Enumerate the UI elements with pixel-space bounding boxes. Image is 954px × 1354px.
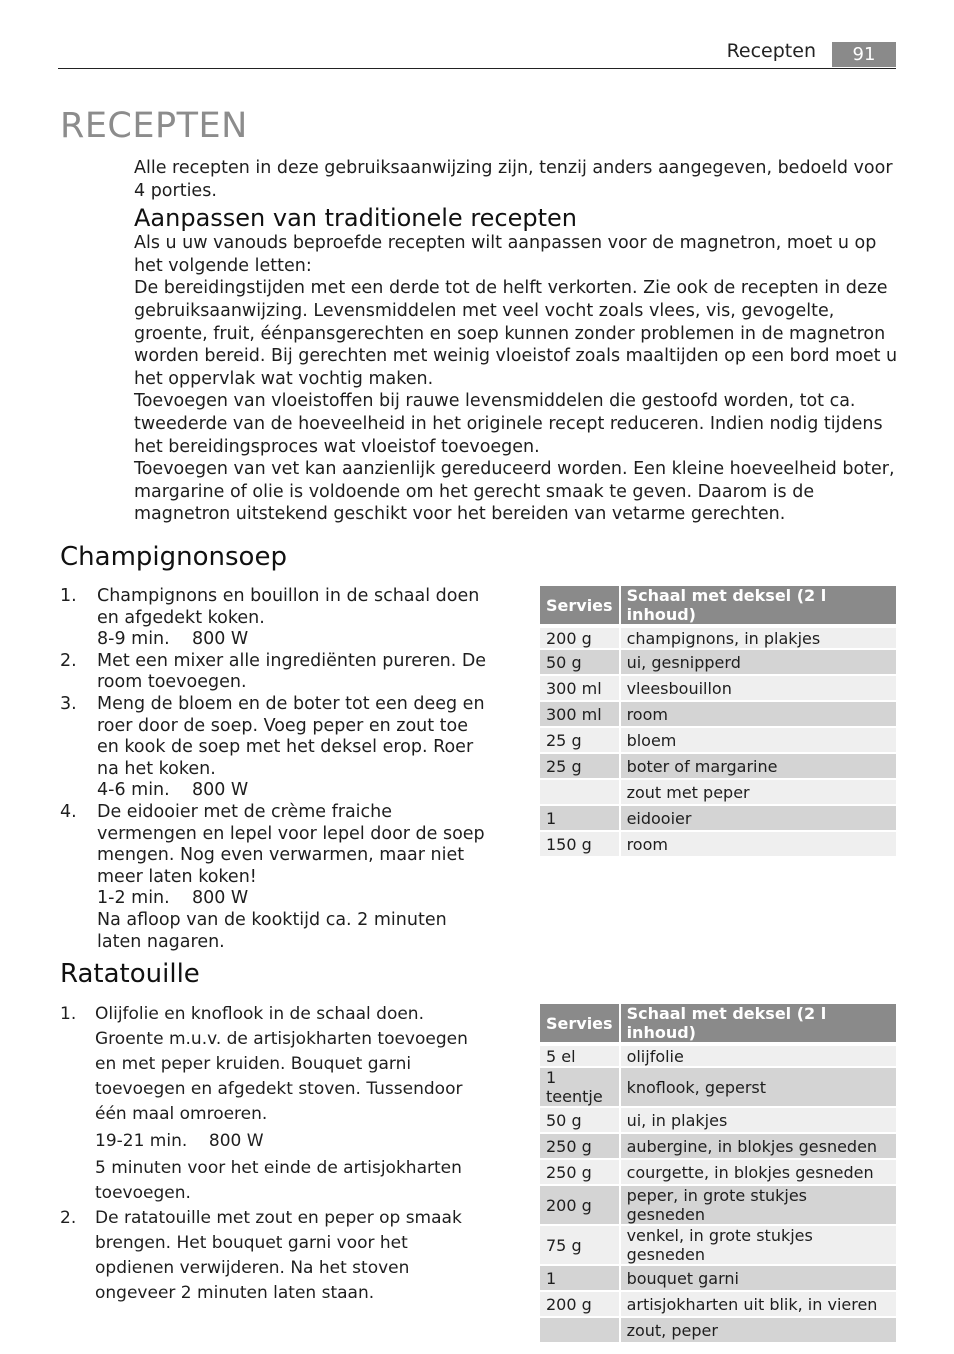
step-note: 1-2 min. 800 W: [97, 888, 249, 909]
page-number: 91: [832, 42, 896, 67]
table-row: [540, 702, 896, 728]
table-row: [540, 1108, 896, 1134]
table-cell-quantity: 5 el: [540, 1042, 621, 1068]
table-row: [540, 1068, 896, 1108]
header-rule: [58, 68, 896, 69]
table-cell-quantity: 50 g: [540, 1108, 621, 1134]
table-header-cell: Schaal met deksel (2 l inhoud): [621, 1004, 896, 1042]
step-note: 4-6 min. 800 W: [97, 780, 249, 801]
table-cell-ingredient: zout met peper: [621, 780, 896, 806]
step-text: Meng de bloem en de boter tot een deeg en roer door de soep. Voeg peper en zout toe en kook de soep met het deksel erop. Roer na het koken.: [97, 693, 485, 779]
intro-block: [134, 157, 904, 526]
table-row: [540, 780, 896, 806]
table-row: [540, 806, 896, 832]
intro-paragraph: De bereidingstijden met een derde tot de helft verkorten. Zie ook de recepten in deze gebruiksaanwijzing. Levensmiddelen met veel vocht zoals vlees, vis, gevogelte, groente, fruit, éénpansgerechten en soep kunnen zonder problemen in de magnetron worden bereid. Bij gerechten met weinig vloeistof zoals maaltijden op een bord moet u het oppervlak wat vochtig maken.: [134, 278, 898, 389]
table-row: [540, 728, 896, 754]
table-cell-quantity: 200 g: [540, 1292, 621, 1318]
table-cell-ingredient: eidooier: [621, 806, 896, 832]
table-row: [540, 1226, 896, 1266]
step-number: 4.: [60, 801, 77, 822]
table-row: [540, 832, 896, 858]
table-cell-ingredient: aubergine, in blokjes gesneden: [621, 1134, 896, 1160]
table-cell-ingredient: champignons, in plakjes: [621, 624, 896, 650]
step-note: Na afloop van de kooktijd ca. 2 minuten laten nagaren.: [97, 909, 447, 952]
table-cell-quantity: [540, 780, 621, 806]
table-cell-quantity: 75 g: [540, 1226, 621, 1266]
step-note: 5 minuten voor het einde de artisjokharten toevoegen.: [95, 1158, 462, 1203]
table-cell-ingredient: zout, peper: [621, 1318, 896, 1344]
step-text: De eidooier met de crème fraiche vermengen en lepel voor lepel door de soep mengen. Nog even verwarmen, maar niet meer laten koken!: [97, 801, 485, 887]
table-header-cell: Schaal met deksel (2 l inhoud): [621, 586, 896, 624]
table-header-row: [540, 1004, 896, 1042]
table-cell-ingredient: vleesbouillon: [621, 676, 896, 702]
table-cell-quantity: 250 g: [540, 1160, 621, 1186]
ratatouille-ingredients-table: [540, 1004, 896, 1344]
table-cell-ingredient: olijfolie: [621, 1042, 896, 1068]
table-cell-quantity: 25 g: [540, 728, 621, 754]
table-cell-quantity: 25 g: [540, 754, 621, 780]
step-text: Olijfolie en knoflook in de schaal doen. Groente m.u.v. de artisjokharten toevoegen en met peper kruiden. Bouquet garni toevoegen en afgedekt stoven. Tussendoor één maal omroeren.: [95, 1004, 468, 1124]
table-cell-quantity: 200 g: [540, 624, 621, 650]
section-title-ratatouille: Ratatouille: [60, 959, 200, 989]
step-item: [60, 1002, 480, 1206]
table-cell-ingredient: venkel, in grote stukjes gesneden: [621, 1226, 896, 1266]
table-cell-ingredient: knoflook, geperst: [621, 1068, 896, 1108]
table-cell-ingredient: ui, gesnipperd: [621, 650, 896, 676]
step-text: Champignons en bouillon in de schaal doen en afgedekt koken.: [97, 586, 480, 628]
step-note: 8-9 min. 800 W: [97, 629, 249, 650]
table-cell-ingredient: artisjokharten uit blik, in vieren: [621, 1292, 896, 1318]
table-cell-quantity: 1: [540, 1266, 621, 1292]
table-row: [540, 754, 896, 780]
table-cell-quantity: 300 ml: [540, 676, 621, 702]
intro-text: Alle recepten in deze gebruiksaanwijzing zijn, tenzij anders aangegeven, bedoeld voor 4 porties.: [134, 158, 893, 201]
intro-paragraph: Toevoegen van vet kan aanzienlijk gereduceerd worden. Een kleine hoeveelheid boter, margarine of olie is voldoende om het gerecht smaak te geven. Daarom is de magnetron uitstekend geschikt voor het bereiden van vetarme gerechten.: [134, 459, 895, 525]
step-number: 2.: [60, 1208, 77, 1228]
step-number: 1.: [60, 1004, 77, 1024]
table-row: [540, 1318, 896, 1344]
table-cell-ingredient: bouquet garni: [621, 1266, 896, 1292]
table-row: [540, 650, 896, 676]
table-row: [540, 676, 896, 702]
section-title-champignonsoep: Champignonsoep: [60, 542, 287, 572]
table-cell-quantity: 150 g: [540, 832, 621, 858]
table-cell-ingredient: ui, in plakjes: [621, 1108, 896, 1134]
table-cell-quantity: 50 g: [540, 650, 621, 676]
step-note: 19-21 min. 800 W: [95, 1131, 264, 1151]
step-text: De ratatouille met zout en peper op smaak brengen. Het bouquet garni voor het opdienen verwijderen. Na het stoven ongeveer 2 minuten laten staan.: [95, 1208, 462, 1303]
step-item: [60, 651, 490, 694]
table-cell-ingredient: boter of margarine: [621, 754, 896, 780]
table-cell-quantity: 200 g: [540, 1186, 621, 1226]
table-row: [540, 1186, 896, 1226]
header-section-label: Recepten: [726, 40, 816, 62]
step-number: 2.: [60, 650, 77, 671]
step-text: Met een mixer alle ingrediënten pureren. De room toevoegen.: [97, 650, 487, 693]
table-row: [540, 1292, 896, 1318]
step-item: [60, 802, 490, 953]
table-cell-ingredient: room: [621, 832, 896, 858]
table-cell-ingredient: bloem: [621, 728, 896, 754]
table-cell-quantity: 300 ml: [540, 702, 621, 728]
step-number: 1.: [60, 586, 77, 606]
table-cell-ingredient: peper, in grote stukjes gesneden: [621, 1186, 896, 1226]
table-row: [540, 1134, 896, 1160]
step-item: [60, 1206, 480, 1306]
table-cell-quantity: 250 g: [540, 1134, 621, 1160]
step-item: [60, 586, 490, 651]
champignonsoep-ingredients-table: [540, 586, 896, 858]
ratatouille-steps: [60, 1002, 480, 1306]
page-title: RECEPTEN: [60, 106, 248, 146]
champignonsoep-steps: [60, 586, 490, 953]
step-item: [60, 694, 490, 802]
intro-subheading: Aanpassen van traditionele recepten: [134, 204, 578, 233]
table-cell-quantity: [540, 1318, 621, 1344]
table-row: [540, 1160, 896, 1186]
table-cell-quantity: 1 teentje: [540, 1068, 621, 1108]
table-header-row: [540, 586, 896, 624]
table-cell-ingredient: courgette, in blokjes gesneden: [621, 1160, 896, 1186]
table-row: [540, 1042, 896, 1068]
step-number: 3.: [60, 693, 77, 714]
intro-paragraph: Toevoegen van vloeistoffen bij rauwe levensmiddelen die gestoofd worden, tot ca. tweederde van de hoeveelheid in het originele recept reduceren. Indien nodig tijdens het bereidingsproces wat vloeistof toevoegen.: [134, 391, 883, 457]
table-row: [540, 1266, 896, 1292]
table-header-cell: Servies: [540, 1004, 621, 1042]
table-cell-ingredient: room: [621, 702, 896, 728]
table-row: [540, 624, 896, 650]
table-cell-quantity: 1: [540, 806, 621, 832]
table-header-cell: Servies: [540, 586, 621, 624]
intro-paragraph: Als u uw vanouds beproefde recepten wilt aanpassen voor de magnetron, moet u op het volgende letten:: [134, 233, 877, 276]
